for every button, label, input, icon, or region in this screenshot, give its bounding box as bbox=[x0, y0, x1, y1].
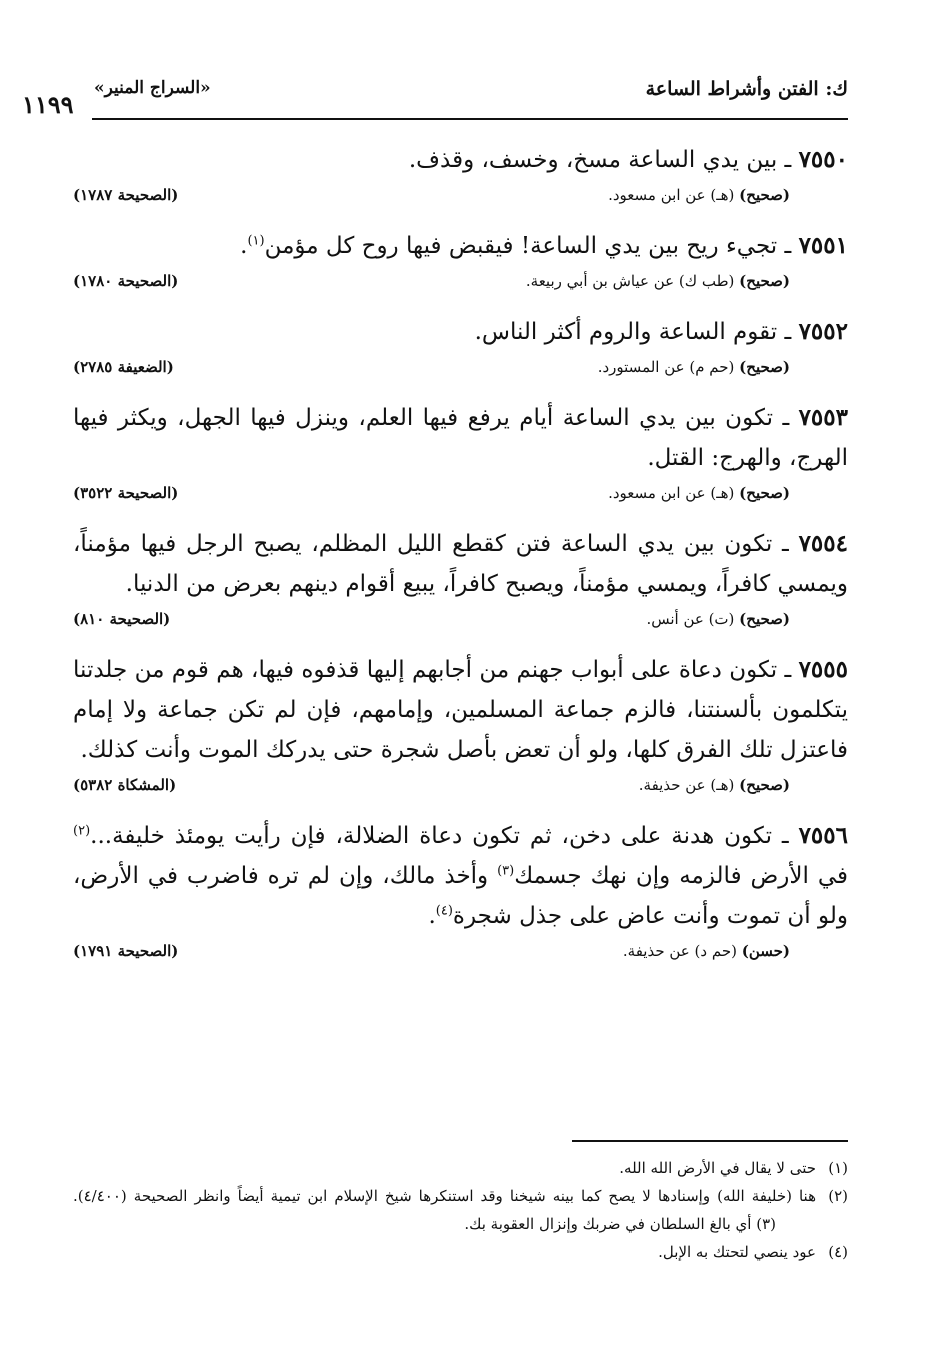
reference-label: (الصحيحة ٨١٠) bbox=[73, 610, 171, 628]
source-label: (هـ) عن ابن مسعود. bbox=[608, 484, 740, 502]
hadith-number: ٧٥٥١ bbox=[798, 232, 848, 259]
footnote-number: (٤) bbox=[828, 1243, 848, 1261]
hadith-number: ٧٥٥٢ bbox=[798, 318, 848, 345]
reference-label: (الصحيحة ١٧٨٧) bbox=[73, 186, 179, 204]
hadith-body-cont: في الأرض فالزمه وإن نهك جسمك bbox=[514, 863, 849, 889]
grade-source bbox=[598, 358, 790, 376]
grade-source bbox=[646, 610, 790, 628]
hadith-body-end: . bbox=[240, 233, 248, 259]
book-title: «السراج المنير» bbox=[94, 78, 211, 98]
footnote-text: حتى لا يقال في الأرض الله الله. bbox=[619, 1159, 816, 1177]
reference-label: (الضعيفة ٢٧٨٥) bbox=[73, 358, 174, 376]
grade-source bbox=[608, 186, 790, 204]
source-label: (هـ) عن حذيفة. bbox=[638, 776, 740, 794]
footnote-marker: (١) bbox=[247, 233, 265, 249]
grade-row bbox=[73, 942, 848, 968]
grade-row bbox=[73, 776, 848, 802]
footnote bbox=[73, 1154, 848, 1182]
source-label: (هـ) عن ابن مسعود. bbox=[608, 186, 740, 204]
grade-source bbox=[639, 776, 790, 794]
source-label: (ت) عن أنس. bbox=[646, 610, 740, 628]
footnote-marker: (٣) bbox=[497, 863, 515, 879]
grade-label: (صحيح) bbox=[739, 272, 790, 290]
hadith-entry bbox=[73, 816, 848, 968]
hadith-entry bbox=[73, 226, 848, 298]
footnote-marker: (٢) bbox=[73, 823, 91, 839]
hadith-body: ـ تجيء ريح بين يدي الساعة! فيقبض فيها روح كل مؤمن bbox=[264, 233, 799, 259]
grade-row bbox=[73, 358, 848, 384]
grade-label: (حسن) bbox=[741, 942, 790, 960]
footnote-text bbox=[73, 1182, 816, 1238]
footnote-text: عود ينصي لتحتك به الإبل. bbox=[658, 1243, 816, 1261]
footnote-text-part: أي بالغ السلطان في ضربك وإنزال العقوبة بك. bbox=[464, 1215, 752, 1233]
grade-label: (صحيح) bbox=[739, 358, 790, 376]
header-rule bbox=[92, 118, 848, 120]
grade-row bbox=[73, 484, 848, 510]
grade-source bbox=[623, 942, 790, 960]
footnote bbox=[73, 1182, 848, 1238]
hadith-text bbox=[73, 140, 848, 180]
reference-label: (المشكاة ٥٣٨٢) bbox=[73, 776, 177, 794]
hadith-body-cont: وأخذ مالك، وإن لم تره فاضرب في الأرض، ولو أن تموت وأنت عاض على جذل شجرة bbox=[73, 863, 848, 929]
hadith-number: ٧٥٥٥ bbox=[798, 656, 848, 683]
hadith-number: ٧٥٥٤ bbox=[798, 530, 848, 557]
hadith-body: ـ بين يدي الساعة مسخ، وخسف، وقذف. bbox=[408, 147, 799, 173]
footnote-number: (٣) bbox=[756, 1215, 776, 1233]
footnote-text-part: هنا (خليفة الله) وإسنادها لا يصح كما بينه شيخنا وقد استنكرها شيخ الإسلام ابن تيمية أيضاً وانظر الصحيحة (٤/٤٠٠). bbox=[73, 1187, 816, 1205]
footnote-number: (١) bbox=[828, 1159, 848, 1177]
footnote bbox=[73, 1238, 848, 1266]
grade-row bbox=[73, 186, 848, 212]
footnote-rule bbox=[572, 1140, 848, 1142]
grade-row bbox=[73, 272, 848, 298]
reference-label: (الصحيحة ١٧٨٠) bbox=[73, 272, 179, 290]
section-title: ك: الفتن وأشراط الساعة bbox=[645, 78, 848, 100]
hadith-body: ـ تكون بين يدي الساعة فتن كقطع الليل المظلم، يصبح الرجل فيها مؤمناً، ويمسي كافراً، ويمسي مؤمناً، ويصبح كافراً، يبيع أقوام دينهم بعرض من الدنيا. bbox=[73, 531, 848, 597]
page-header bbox=[22, 78, 848, 122]
page-number: ١١٩٩ bbox=[22, 90, 74, 119]
hadith-entry bbox=[73, 524, 848, 636]
hadith-entry bbox=[73, 650, 848, 802]
footnote-number: (٢) bbox=[828, 1187, 848, 1205]
hadith-text bbox=[73, 312, 848, 352]
hadith-entry bbox=[73, 312, 848, 384]
reference-label: (الصحيحة ١٧٩١) bbox=[73, 942, 179, 960]
grade-label: (صحيح) bbox=[739, 776, 790, 794]
hadith-number: ٧٥٥٣ bbox=[798, 404, 848, 431]
hadith-number: ٧٥٥٠ bbox=[798, 146, 848, 173]
grade-source bbox=[608, 484, 790, 502]
hadith-text bbox=[73, 524, 848, 604]
hadith-body: ـ تكون بين يدي الساعة أيام يرفع فيها العلم، وينزل فيها الجهل، ويكثر فيها الهرج، والهرج: القتل. bbox=[73, 405, 848, 471]
hadith-body-end: . bbox=[428, 903, 436, 929]
hadith-body: ـ تكون هدنة على دخن، ثم تكون دعاة الضلالة، فإن رأيت يومئذ خليفة... bbox=[90, 823, 799, 849]
grade-source bbox=[526, 272, 790, 290]
reference-label: (الصحيحة ٣٥٢٢) bbox=[73, 484, 179, 502]
hadith-entry bbox=[73, 398, 848, 510]
source-label: (حم د) عن حذيفة. bbox=[622, 942, 742, 960]
hadith-text bbox=[73, 650, 848, 770]
footnote-marker: (٤) bbox=[435, 903, 453, 919]
grade-label: (صحيح) bbox=[739, 186, 790, 204]
source-label: (حم م) عن المستورد. bbox=[597, 358, 740, 376]
grade-label: (صحيح) bbox=[739, 610, 790, 628]
hadith-number: ٧٥٥٦ bbox=[798, 822, 848, 849]
hadith-body: ـ تقوم الساعة والروم أكثر الناس. bbox=[474, 319, 799, 345]
hadith-text bbox=[73, 398, 848, 478]
hadith-body: ـ تكون دعاة على أبواب جهنم من أجابهم إليها قذفوه فيها، هم قوم من جلدتنا يتكلمون بألسنتنا، فالزم جماعة المسلمين، وإمامهم، فإن لم تكن جماعة ولا إمام فاعتزل تلك الفرق كلها، ولو أن تعض بأصل شجرة حتى يدركك الموت وأنت كذلك. bbox=[73, 657, 848, 763]
source-label: (طب ك) عن عياش بن أبي ربيعة. bbox=[525, 272, 740, 290]
grade-label: (صحيح) bbox=[739, 484, 790, 502]
hadith-text bbox=[73, 816, 848, 936]
hadith-entry bbox=[73, 140, 848, 212]
grade-row bbox=[73, 610, 848, 636]
hadith-text bbox=[73, 226, 848, 266]
footnotes bbox=[73, 1154, 848, 1266]
hadith-list bbox=[73, 140, 848, 982]
